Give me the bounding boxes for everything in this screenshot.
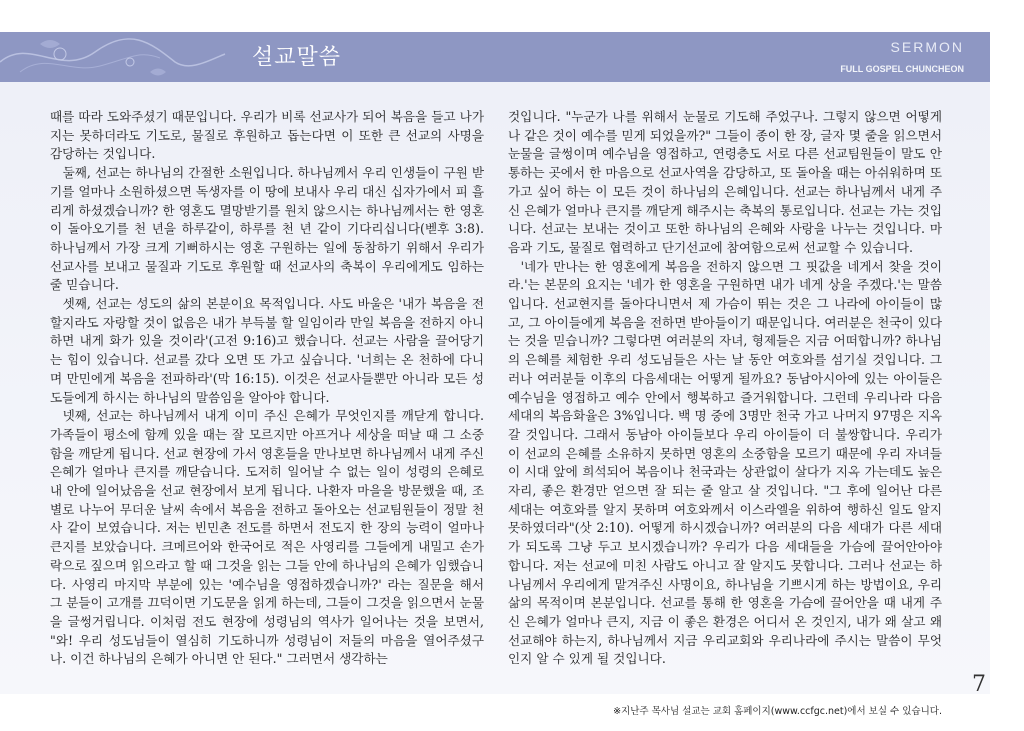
- paragraph: 것입니다. "누군가 나를 위해서 눈물로 기도해 주었구나. 그렇지 않으면 어떻게 나 같은 것이 예수를 믿게 되었을까?" 그들이 종이 한 장, 글자 몇 줄을 읽으면서 눈물을 글썽이며 예수님을 영접하고, 연령층도 서로 다른 선교팀원들이 말도 안 통하는 곳에서 한 마음으로 선교사역을 감당하고, 또 돌아올 때는 아쉬워하며 또 가고 싶어 하는 이 모든 것이 하나님의 은혜입니다. 선교는 하나님께서 내게 주신 은혜가 얼마나 큰지를 깨닫게 해주시는 축복의 통로입니다. 선교는 가는 것입니다. 선교는 보내는 것이고 또한 하나님의 은혜와 사랑을 나누는 것입니다. 마음과 기도, 물질로 협력하고 단기선교에 참여함으로써 선교할 수 있습니다.: [508, 109, 942, 255]
- section-label: SERMON: [890, 39, 964, 55]
- right-column: [508, 108, 942, 669]
- floral-ornament-icon: [0, 32, 240, 82]
- church-name: FULL GOSPEL CHUNCHEON: [840, 64, 964, 74]
- paragraph: '네가 만나는 한 영혼에게 복음을 전하지 않으면 그 핏값을 네게서 찾을 것이라.'는 본문의 요지는 '네가 한 영혼을 구원하면 내가 네게 상을 주겠다.'는 말씀입니다. 선교현지를 돌아다니면서 제 가슴이 뛰는 것은 그 나라에 아이들이 많고, 그 아이들에게 복음을 전하면 받아들이기 때문입니다. 여러분은 천국이 있다는 것을 믿습니까? 그렇다면 여러분의 자녀, 형제들은 지금 어떠합니까? 하나님의 은혜를 체험한 우리 성도님들은 사는 날 동안 여호와를 섬기실 것입니다. 그러나 여러분들 이후의 다음세대는 어떻게 될까요? 동남아시아에 있는 아이들은 예수님을 영접하고 예수 안에서 행복하고 즐거워합니다. 그런데 우리나라 다음 세대의 복음화율은 3%입니다. 백 명 중에 3명만 천국 가고 나머지 97명은 지옥 갈 것입니다. 그래서 동남아 아이들보다 우리 아이들이 더 불쌍합니다. 우리가 이 선교의 은혜를 소유하지 못하면 영혼의 소중함을 모르기 때문에 우리 자녀들이 시대 앞에 희석되어 복음이나 천국과는 상관없이 살다가 지옥 가는데도 높은 자리, 좋은 환경만 얻으면 잘 되는 줄 알고 살 것입니다. "그 후에 일어난 다른 세대는 여호와를 알지 못하며 여호와께서 이스라엘을 위하여 행하신 일도 알지 못하였더라"(삿 2:10). 어떻게 하시겠습니까? 여러분의 다음 세대가 다른 세대가 되도록 그냥 두고 보시겠습니까? 우리가 다음 세대들을 가슴에 끌어안아야 합니다. 저는 선교에 미친 사람도 아니고 잘 알지도 못합니다. 그러나 선교는 하나님께서 우리에게 맡겨주신 사명이요, 하나님을 기쁘시게 하는 방법이요, 우리 삶의 목적이며 본분입니다. 선교를 통해 한 영혼을 가슴에 끌어안을 때 내게 주신 은혜가 얼마나 큰지, 지금 이 좋은 환경은 어디서 온 것인지, 내가 왜 살고 왜 선교해야 하는지, 하나님께서 지금 우리교회와 우리나라에 주시는 말씀이 무엇인지 알 수 있게 될 것입니다.: [508, 258, 942, 667]
- page-number: 7: [972, 672, 986, 697]
- paragraph: 셋째, 선교는 성도의 삶의 본분이요 목적입니다. 사도 바울은 '내가 복음을 전할지라도 자랑할 것이 없음은 내가 부득불 할 일임이라 만일 복음을 전하지 아니하면 내게 화가 있을 것이라'(고전 9:16)고 했습니다. 선교는 사람을 끌어당기는 힘이 있습니다. 선교를 갔다 오면 또 가고 싶습니다. '너희는 온 천하에 다니며 만민에게 복음을 전파하라'(막 16:15). 이것은 선교사들뿐만 아니라 모든 성도들에게 하시는 하나님의 말씀임을 알아야 합니다.: [50, 296, 484, 405]
- footer-note: ※지난주 목사님 설교는 교회 홈페이지(www.ccfgc.net)에서 보실 수 있습니다.: [613, 706, 942, 717]
- paragraph: 둘째, 선교는 하나님의 간절한 소원입니다. 하나님께서 우리 인생들이 구원 받기를 얼마나 소원하셨으면 독생자를 이 땅에 보내사 우리 대신 십자가에서 피 흘리게 하셨겠습니까? 한 영혼도 멸망받기를 원치 않으시는 하나님께서는 한 영혼이 돌아오기를 천 년을 하루같이, 하루를 천 년 같이 기다리십니다(벧후 3:8). 하나님께서 가장 크게 기뻐하시는 영혼 구원하는 일에 동참하기 위해서 우리가 선교사를 보내고 물질과 기도로 후원할 때 선교사의 축복이 우리에게도 임하는 줄 믿습니다.: [50, 165, 484, 293]
- paragraph: 넷째, 선교는 하나님께서 내게 이미 주신 은혜가 무엇인지를 깨닫게 합니다. 가족들이 평소에 함께 있을 때는 잘 모르지만 아프거나 세상을 떠날 때 그 소중함을 깨닫게 됩니다. 선교 현장에 가서 영혼들을 만나보면 하나님께서 내게 주신 은혜가 얼마나 큰지를 깨닫습니다. 도저히 일어날 수 없는 일이 성령의 은혜로 내 안에 일어났음을 선교 현장에서 보게 됩니다. 나환자 마을을 방문했을 때, 조별로 나누어 무더운 날씨 속에서 복음을 전하고 돌아오는 선교팀원들이 정말 천사 같이 보였습니다. 저는 빈민촌 전도를 하면서 전도지 한 장의 능력이 얼마나 큰지를 보았습니다. 크메르어와 한국어로 적은 사영리를 그들에게 내밀고 손가락으로 짚으며 읽으라고 할 때 그것을 읽는 그들 안에 하나님의 은혜가 임했습니다. 사영리 마지막 부분에 있는 '예수님을 영접하겠습니까?' 라는 질문을 해서 그 분들이 고개를 끄덕이면 기도문을 읽게 하는데, 그들이 그것을 읽으면서 눈물을 글썽거립니다. 이처럼 전도 현장에 성령님의 역사가 일어나는 것을 보면서, "와! 우리 성도님들이 열심히 기도하니까 성령님이 저들의 마음을 열어주셨구나. 이건 하나님의 은혜가 아니면 안 된다." 그러면서 생각하는: [50, 408, 484, 667]
- page-title: 설교말씀: [252, 45, 342, 70]
- paragraph: 때를 따라 도와주셨기 때문입니다. 우리가 비록 선교사가 되어 복음을 들고 나가지는 못하더라도 기도로, 물질로 후원하고 돕는다면 이 또한 큰 선교의 사명을 감당하는 것입니다.: [50, 109, 484, 162]
- left-column: [50, 108, 484, 669]
